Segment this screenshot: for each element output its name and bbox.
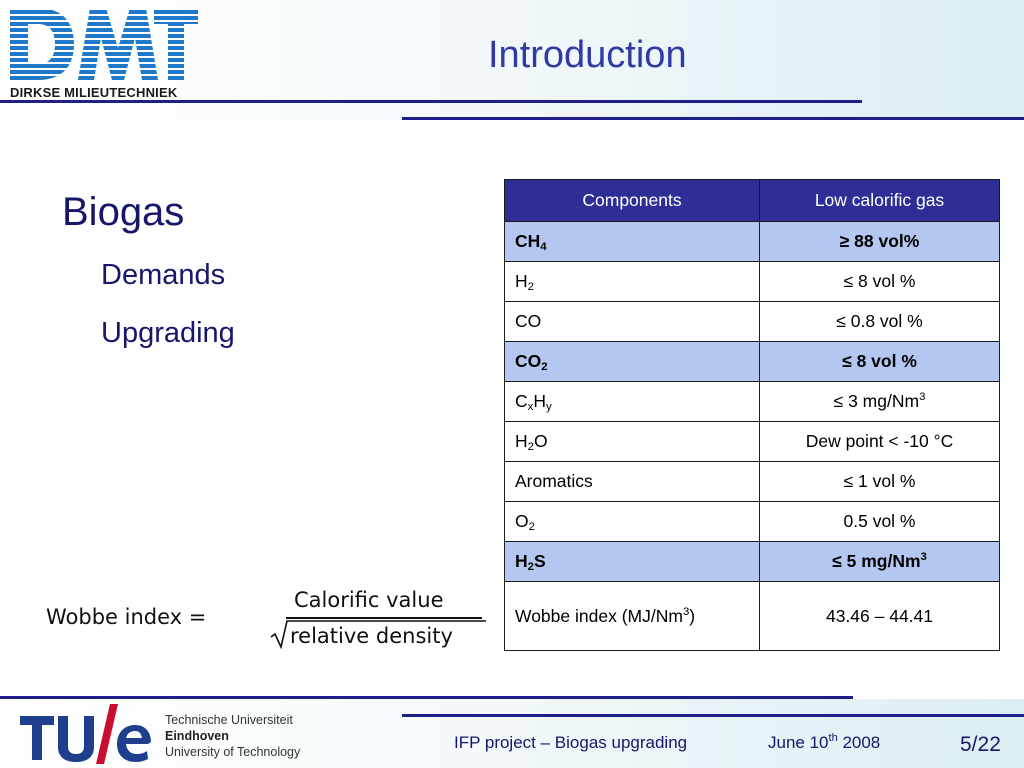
wobbe-formula	[46, 585, 453, 655]
value-o2: 0.5 vol %	[760, 502, 1000, 542]
table-row	[505, 502, 1000, 542]
logo-caption: DIRKSE MILIEUTECHNIEK	[10, 85, 178, 100]
university-line-1: Technische Universiteit	[165, 713, 293, 727]
dmt-logo	[8, 4, 200, 100]
value-co2: ≤ 8 vol %	[760, 342, 1000, 382]
component-ch4: $CH_4$	[505, 222, 760, 262]
table-row	[505, 542, 1000, 582]
component-co: CO	[505, 302, 760, 342]
value-cxhy: ≤ 3 mg/Nm$^3$	[760, 382, 1000, 422]
table-row	[505, 262, 1000, 302]
tue-logo	[20, 704, 160, 764]
component-h2: $H_2$	[505, 262, 760, 302]
formula-left-side: Wobbe index =	[46, 605, 207, 629]
slide-title: Introduction	[488, 34, 687, 76]
university-name	[165, 712, 300, 760]
header-rule-top	[0, 100, 862, 103]
component-co2: $CO_2$	[505, 342, 760, 382]
sub-item-demands: Demands	[101, 259, 226, 291]
university-line-3: University of Technology	[165, 745, 301, 759]
table-row	[505, 302, 1000, 342]
value-h2: ≤ 8 vol %	[760, 262, 1000, 302]
component-o2: $O_2$	[505, 502, 760, 542]
sub-item-upgrading: Upgrading	[101, 317, 235, 349]
component-h2o: $H_2O$	[505, 422, 760, 462]
component-aromatics: Aromatics	[505, 462, 760, 502]
table-row	[505, 582, 1000, 651]
value-h2o: Dew point < -10 °C	[760, 422, 1000, 462]
table-row	[505, 342, 1000, 382]
page-number: 5/22	[960, 733, 1001, 756]
footer-rule-bottom	[402, 714, 1024, 717]
table-header-low-calorific-gas: Low calorific gas	[760, 180, 1000, 222]
table-header-components: Components	[505, 180, 760, 222]
footer-rule-top	[0, 696, 853, 699]
dmt-logo-mark	[8, 4, 200, 84]
component-h2s: $H_2S$	[505, 542, 760, 582]
main-bullet: Biogas	[62, 190, 185, 234]
value-h2s: ≤ 5 mg/Nm$^3$	[760, 542, 1000, 582]
value-ch4: ≥ 88 vol%	[760, 222, 1000, 262]
header-rule-bottom	[402, 117, 1024, 120]
table-row	[505, 462, 1000, 502]
component-wobbe-index: Wobbe index (MJ/Nm$^3$)	[505, 582, 760, 651]
table-header-row	[505, 180, 1000, 222]
value-wobbe-index: 43.46 – 44.41	[760, 582, 1000, 651]
value-co: ≤ 0.8 vol %	[760, 302, 1000, 342]
footer-project: IFP project – Biogas upgrading	[454, 733, 688, 752]
value-aromatics: ≤ 1 vol %	[760, 462, 1000, 502]
university-line-2: Eindhoven	[165, 729, 229, 743]
formula-denominator: relative density	[290, 624, 453, 648]
table-row	[505, 422, 1000, 462]
gas-spec-table	[504, 179, 1000, 651]
table-row	[505, 382, 1000, 422]
formula-numerator: Calorific value	[294, 588, 444, 612]
component-cxhy: $C_xH_y$	[505, 382, 760, 422]
table-row	[505, 222, 1000, 262]
footer-date: June 10th 2008	[768, 732, 881, 752]
